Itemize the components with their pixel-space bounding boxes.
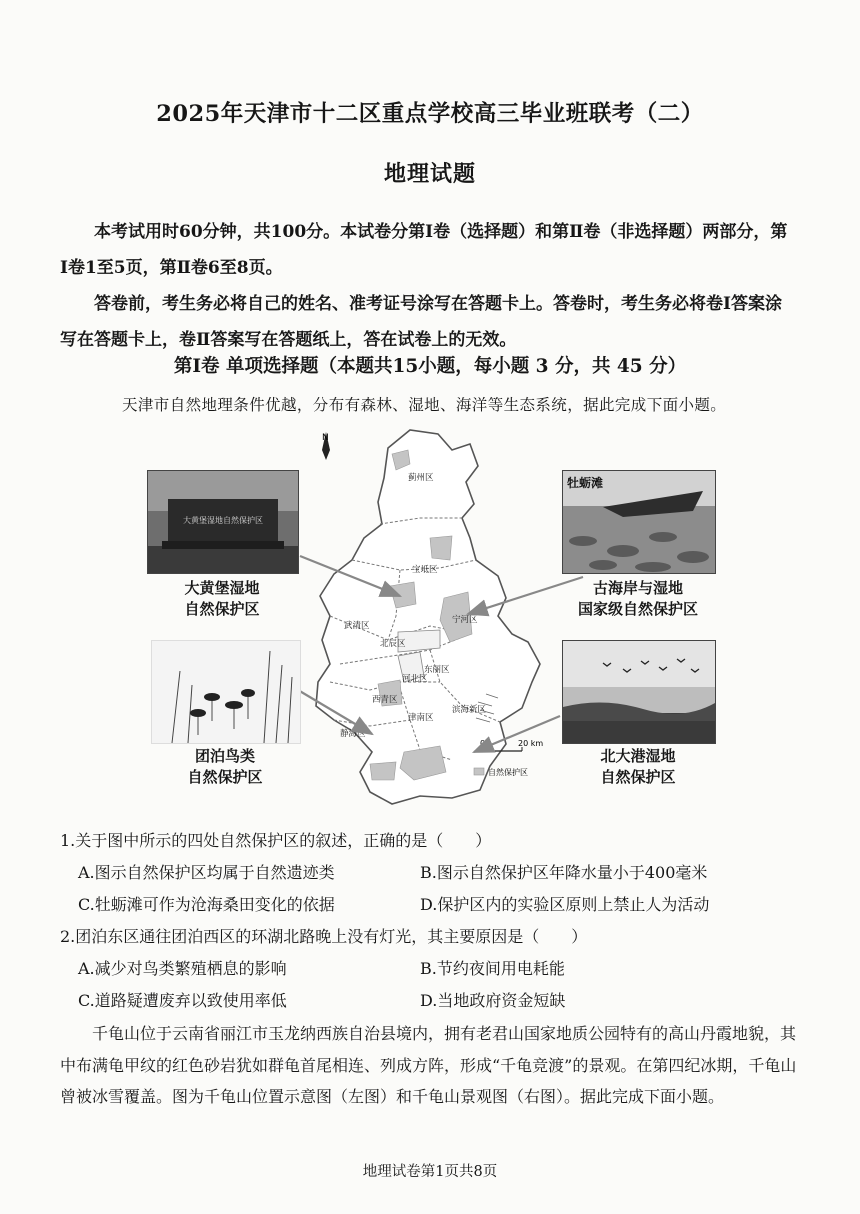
district-label: 静海区 <box>340 729 366 739</box>
north-label: N <box>322 433 329 443</box>
stone-inscription: 大黄堡湿地自然保护区 <box>183 516 263 525</box>
caption-guhaian: 古海岸与湿地 国家级自然保护区 <box>577 579 698 618</box>
question-2-option-b[interactable]: B.节约夜间用电耗能 <box>420 959 565 978</box>
svg-text:0: 0 <box>480 739 486 748</box>
map-graphic <box>0 420 860 820</box>
legend-label: 自然保护区 <box>488 768 528 777</box>
question-group-2-stem: 千龟山位于云南省丽江市玉龙纳西族自治县境内，拥有老君山国家地质公园特有的高山丹霞地貌，其中布满龟甲纹的红色砂岩犹如群龟首尾相连、列成方阵，形成“千龟竞渡”的景观。在第四纪冰期，千龟山曾被冰雪覆盖。图为千龟山位置示意图（左图）和千龟山景观图（右图）。据此完成下面小题。 <box>60 1024 797 1106</box>
photo-oyster-beach <box>562 470 716 574</box>
instructions-paragraph-1: 本考试用时60分钟，共100分。本试卷分第Ⅰ卷（选择题）和第Ⅱ卷（非选择题）两部分，第Ⅰ卷1至5页，第Ⅱ卷6至8页。 <box>60 222 788 278</box>
caption-beidagang: 北大港湿地 自然保护区 <box>600 747 676 786</box>
question-2-option-c[interactable]: C.道路疑遭废弃以致使用率低 <box>78 991 287 1010</box>
exam-subtitle: 地理试题 <box>383 161 476 187</box>
district-label: 东丽区 <box>424 665 450 675</box>
photo-label-oyster: 牡蛎滩 <box>567 476 604 490</box>
question-2-option-d[interactable]: D.当地政府资金短缺 <box>420 991 566 1010</box>
district-label: 河北区 <box>402 674 428 684</box>
question-1-option-d[interactable]: D.保护区内的实验区原则上禁止人为活动 <box>420 895 710 914</box>
district-label: 武清区 <box>344 621 370 631</box>
question-group-stem: 天津市自然地理条件优越，分布有森林、湿地、海洋等生态系统，据此完成下面小题。 <box>122 396 727 414</box>
district-label: 津南区 <box>408 713 434 723</box>
district-label: 宁河区 <box>452 615 478 625</box>
question-1-stem: 1.关于图中所示的四处自然保护区的叙述，正确的是（ ） <box>60 831 492 850</box>
exam-title: 2025年天津市十二区重点学校高三毕业班联考（二） <box>156 101 704 127</box>
caption-dahuangpu: 大黄堡湿地 自然保护区 <box>184 579 260 618</box>
instructions-paragraph-2: 答卷前，考生务必将自己的姓名、准考证号涂写在答题卡上。答卷时，考生务必将卷Ⅰ答案涂写在答题卡上，卷Ⅱ答案写在答题纸上，答在试卷上的无效。 <box>60 294 782 350</box>
page-footer: 地理试卷第1页共8页 <box>362 1164 498 1180</box>
district-label: 北辰区 <box>380 639 406 649</box>
photo-tuanbo-birds <box>151 640 301 744</box>
question-1-option-b[interactable]: B.图示自然保护区年降水量小于400毫米 <box>420 863 708 882</box>
photo-dahuangpu <box>147 470 299 574</box>
question-2-stem: 2.团泊东区通往团泊西区的环湖北路晚上没有灯光，其主要原因是（ ） <box>60 927 588 946</box>
question-1-option-c[interactable]: C.牡蛎滩可作为沧海桑田变化的依据 <box>78 895 335 914</box>
question-1-option-a[interactable]: A.图示自然保护区均属于自然遗迹类 <box>78 863 335 882</box>
legend-swatch <box>474 768 484 775</box>
caption-tuanbo: 团泊鸟类 自然保护区 <box>187 747 263 786</box>
section-heading: 第Ⅰ卷 单项选择题（本题共15小题，每小题 3 分，共 45 分） <box>173 356 687 377</box>
photo-beidagang <box>562 640 716 744</box>
district-label: 滨海新区 <box>452 705 487 715</box>
district-label: 宝坻区 <box>412 565 438 575</box>
tianjin-map-figure <box>0 420 860 820</box>
question-2-option-a[interactable]: A.减少对鸟类繁殖栖息的影响 <box>78 959 287 978</box>
district-label: 蓟州区 <box>408 473 434 483</box>
svg-text:20 km: 20 km <box>518 739 544 748</box>
district-label: 西青区 <box>372 695 398 705</box>
